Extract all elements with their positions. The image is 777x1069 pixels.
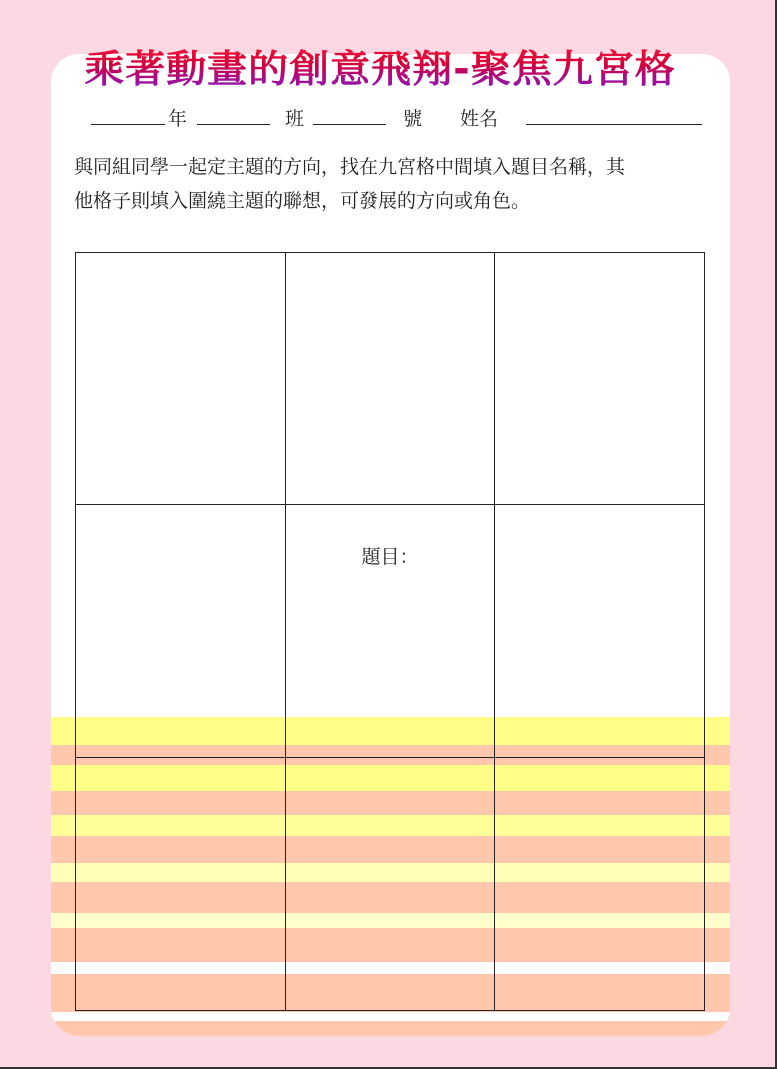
topic-label: 題目： — [361, 546, 419, 568]
student-info-line — [0, 104, 777, 128]
year-label: 年 — [168, 108, 188, 130]
number-label: 號 — [403, 108, 423, 130]
grid-cell-middle-left[interactable] — [76, 505, 286, 758]
grid-cell-center[interactable] — [285, 505, 495, 758]
grid-cell-middle-right[interactable] — [495, 505, 705, 758]
class-label: 班 — [285, 108, 305, 130]
grid-cell-bottom-left[interactable] — [76, 758, 286, 1011]
grid-cell-top-left[interactable] — [76, 253, 286, 505]
grid-cell-bottom-center[interactable] — [285, 758, 495, 1011]
instruction-line: 他格子則填入圍繞主題的聯想，可發展的方向或角色。 — [74, 190, 531, 212]
nine-grid — [75, 252, 705, 1011]
class-blank[interactable] — [197, 124, 270, 125]
stripe-band — [51, 1021, 730, 1036]
name-blank[interactable] — [526, 124, 702, 125]
grid-cell-top-right[interactable] — [495, 253, 705, 505]
instruction-line: 與同組同學一起定主題的方向，找在九宮格中間填入題目名稱，其 — [74, 156, 626, 178]
instructions — [74, 150, 724, 218]
year-blank[interactable] — [91, 124, 165, 125]
stripe-band — [51, 1012, 730, 1021]
worksheet-title: 乘著動畫的創意飛翔-聚焦九宮格 — [0, 39, 760, 93]
number-blank[interactable] — [313, 124, 386, 125]
grid-cell-bottom-right[interactable] — [495, 758, 705, 1011]
name-label: 姓名 — [460, 108, 499, 130]
grid-cell-top-center[interactable] — [285, 253, 495, 505]
